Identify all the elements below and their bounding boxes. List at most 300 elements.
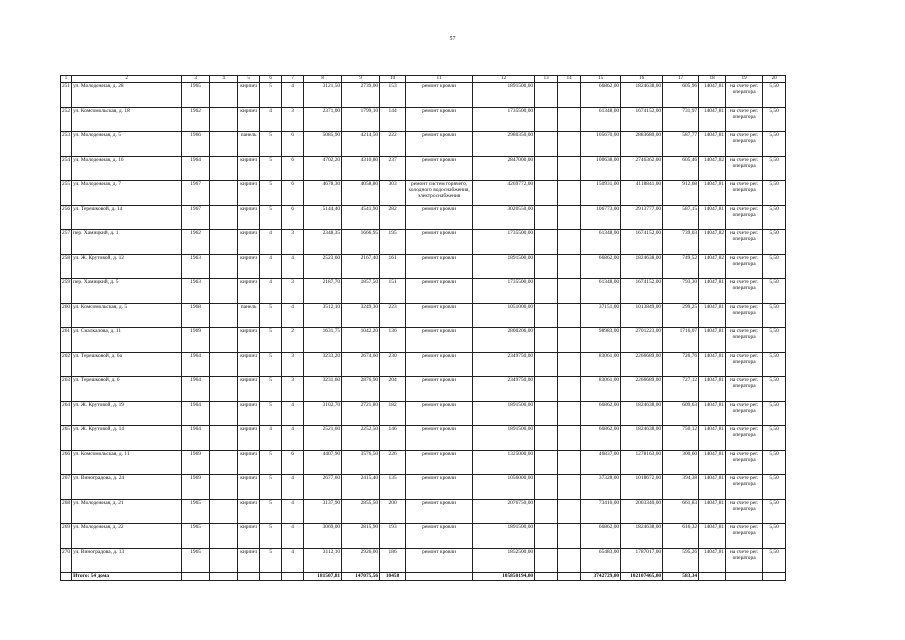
build-year: 1967 [182,181,210,206]
max-unit-cost: 14047,81 [699,548,726,573]
living-area: 2167,40 [342,254,380,279]
wall-material: кирпич [238,401,260,426]
work-type: ремонт кровли [406,352,473,377]
unit-cost: 609,63 [663,401,699,426]
max-unit-cost: 14047,81 [699,303,726,328]
table-row [61,205,786,230]
address: ул. Ж. Крутовой, д. 12 [72,254,182,279]
empty-cell [535,181,558,206]
work-type: ремонт кровли [406,254,473,279]
work-type: ремонт кровли [406,475,473,500]
living-area: 1666,95 [342,230,380,255]
cost-owners: 105670,00 [581,132,621,157]
unit-cost: 605,96 [663,83,699,108]
residents: 237 [380,156,406,181]
total-pop: 10458 [380,573,406,581]
total-area: 2348,35 [304,230,342,255]
wall-material: кирпич [238,475,260,500]
empty-cell [210,279,238,304]
empty-cell [406,573,473,581]
build-year: 1965 [182,499,210,524]
cost-fund: 1824638,00 [621,254,663,279]
work-type: ремонт кровли [406,426,473,451]
total-area: 2187,70 [304,279,342,304]
work-type: ремонт кровли [406,450,473,475]
total-row [61,573,786,581]
cost-fund: 1824638,00 [621,401,663,426]
max-unit-cost: 14047,81 [699,524,726,549]
cost-owners: 66862,00 [581,401,621,426]
build-year: 1969 [182,475,210,500]
build-year: 1963 [182,279,210,304]
cost-owners: 106773,00 [581,205,621,230]
total-area: 3069,00 [304,524,342,549]
planned-year: 5,50 [763,499,786,524]
empty-cell [558,524,581,549]
max-unit-cost: 14047,81 [699,426,726,451]
fund-method: на счете рег. оператора [726,230,763,255]
residents: 204 [380,377,406,402]
empty-cell [558,132,581,157]
planned-year: 5,50 [763,401,786,426]
wall-material: кирпич [238,426,260,451]
column-number: 11 [406,76,473,83]
planned-year: 5,50 [763,107,786,132]
residents: 200 [380,499,406,524]
build-year: 1969 [182,328,210,353]
fund-method: на счете рег. оператора [726,303,763,328]
cost-owners: 83061,00 [581,352,621,377]
empty-cell [558,401,581,426]
address: ул. Виноградова, д. 13 [72,548,182,573]
total-cost: 1852500,00 [473,548,535,573]
planned-year: 5,50 [763,303,786,328]
fund-method: на счете рег. оператора [726,254,763,279]
cost-fund: 1674152,00 [621,107,663,132]
empty-cell [182,573,210,581]
work-type: ремонт кровли [406,156,473,181]
fund-method: на счете рег. оператора [726,450,763,475]
row-number: 265 [61,426,72,451]
total-cost: 2980350,00 [473,132,535,157]
empty-cell [535,450,558,475]
residents: 226 [380,450,406,475]
empty-cell [558,205,581,230]
address: ул. Молодежная, д. 16 [72,156,182,181]
empty-cell [535,573,558,581]
planned-year: 5,50 [763,279,786,304]
living-area: 2721,80 [342,401,380,426]
work-type: ремонт систем горячего, холодного водоснабжения, электроснабжения [406,181,473,206]
entrances: 3 [282,377,304,402]
cost-fund: 1824638,00 [621,83,663,108]
cost-fund: 2913777,00 [621,205,663,230]
table-row [61,548,786,573]
row-number: 252 [61,107,72,132]
total-area: 3137,90 [304,499,342,524]
planned-year: 5,50 [763,254,786,279]
fund-method: на счете рег. оператора [726,107,763,132]
empty-cell [535,524,558,549]
floors: 4 [260,279,282,304]
empty-cell [535,254,558,279]
work-type: ремонт кровли [406,377,473,402]
entrances: 6 [282,132,304,157]
entrances: 6 [282,156,304,181]
column-number: 14 [558,76,581,83]
total-cost: 2800206,00 [473,328,535,353]
fund-method: на счете рег. оператора [726,401,763,426]
build-year: 1964 [182,377,210,402]
total-cost: 3020550,00 [473,205,535,230]
entrances: 4 [282,524,304,549]
max-unit-cost: 14047,81 [699,107,726,132]
empty-cell [210,303,238,328]
column-number: 10 [380,76,406,83]
fund-method: на счете рег. оператора [726,132,763,157]
column-number: 4 [210,76,238,83]
build-year: 1964 [182,352,210,377]
table-row [61,156,786,181]
total-area: 3121,50 [304,83,342,108]
max-unit-cost: 14047,81 [699,181,726,206]
planned-year: 5,50 [763,205,786,230]
empty-cell [260,573,282,581]
build-year: 1964 [182,401,210,426]
fund-method: на счете рег. оператора [726,83,763,108]
empty-cell [210,426,238,451]
empty-cell [210,352,238,377]
address: ул. Молодежная, д. 5 [72,132,182,157]
living-area: 2855,50 [342,499,380,524]
unit-cost: 793,30 [663,279,699,304]
empty-cell [558,352,581,377]
table-row [61,499,786,524]
empty-cell [210,83,238,108]
build-year: 1965 [182,548,210,573]
empty-cell [61,573,72,581]
row-number: 269 [61,524,72,549]
total-area: 2523,60 [304,254,342,279]
living-area: 3249,30 [342,303,380,328]
max-unit-cost: 14047,81 [699,83,726,108]
entrances: 4 [282,401,304,426]
empty-cell [210,156,238,181]
empty-cell [535,499,558,524]
empty-cell [210,401,238,426]
row-number: 255 [61,181,72,206]
table-row [61,83,786,108]
column-number: 18 [699,76,726,83]
empty-cell [763,573,786,581]
total-cost: 1051000,00 [473,303,535,328]
total-cost: 1891500,00 [473,426,535,451]
unit-cost: 587,15 [663,205,699,230]
total-area: 5144,40 [304,205,342,230]
max-unit-cost: 14047,81 [699,450,726,475]
entrances: 3 [282,230,304,255]
build-year: 1962 [182,107,210,132]
living-area: 3576,50 [342,450,380,475]
empty-cell [535,548,558,573]
address: ул. Комсомольская, д. 5 [72,303,182,328]
empty-cell [558,156,581,181]
max-unit-cost: 14047,81 [699,475,726,500]
empty-cell [210,107,238,132]
residents: 222 [380,132,406,157]
empty-cell [535,303,558,328]
planned-year: 5,50 [763,156,786,181]
cost-fund: 2266689,00 [621,352,663,377]
address: пер. Хамицкий, д. 5 [72,279,182,304]
column-number: 17 [663,76,699,83]
residents: 195 [380,230,406,255]
planned-year: 5,50 [763,132,786,157]
wall-material: кирпич [238,181,260,206]
cost-owners: 61348,00 [581,279,621,304]
empty-cell [210,475,238,500]
cost-fund: 2266689,00 [621,377,663,402]
wall-material: кирпич [238,230,260,255]
work-type: ремонт кровли [406,83,473,108]
max-unit-cost: 14047,81 [699,279,726,304]
cost-fund: 2746362,00 [621,156,663,181]
empty-cell [535,475,558,500]
cost-owners: 61348,00 [581,230,621,255]
residents: 135 [380,475,406,500]
address: ул. Ж. Крутовой, д. 14 [72,426,182,451]
address: ул. Терешковой, д. 14 [72,205,182,230]
wall-material: кирпич [238,205,260,230]
planned-year: 5,50 [763,352,786,377]
row-number: 266 [61,450,72,475]
max-unit-cost: 14047,81 [699,132,726,157]
entrances: 3 [282,279,304,304]
floors: 5 [260,524,282,549]
empty-cell [558,573,581,581]
living-area: 1799,10 [342,107,380,132]
column-number: 6 [260,76,282,83]
cost-owners: 66862,00 [581,254,621,279]
wall-material: кирпич [238,279,260,304]
empty-cell [558,499,581,524]
column-number: 1 [61,76,72,83]
max-unit-cost: 14047,82 [699,254,726,279]
table-row [61,303,786,328]
table-row [61,401,786,426]
total-area: 2677,60 [304,475,342,500]
cost-fund: 2701223,00 [621,328,663,353]
living-area: 2815,90 [342,524,380,549]
residents: 144 [380,107,406,132]
unit-cost: 595,26 [663,548,699,573]
total-cost: 1735500,00 [473,230,535,255]
floors: 5 [260,352,282,377]
total-area: 3231,60 [304,377,342,402]
residents: 151 [380,279,406,304]
wall-material: панель [238,132,260,157]
table-row [61,230,786,255]
column-number: 15 [581,76,621,83]
cost-owners: 83061,00 [581,377,621,402]
entrances: 4 [282,426,304,451]
unit-cost: 616,32 [663,524,699,549]
register-table [60,75,786,581]
living-area: 2252,50 [342,426,380,451]
cost-fund: 4118841,00 [621,181,663,206]
empty-cell [535,132,558,157]
column-number: 2 [72,76,182,83]
empty-cell [535,401,558,426]
wall-material: кирпич [238,499,260,524]
planned-year: 5,50 [763,426,786,451]
residents: 161 [380,254,406,279]
work-type: ремонт кровли [406,303,473,328]
column-number: 20 [763,76,786,83]
residents: 186 [380,548,406,573]
living-area: 2739,00 [342,83,380,108]
floors: 5 [260,475,282,500]
build-year: 1965 [182,524,210,549]
row-number: 256 [61,205,72,230]
entrances: 3 [282,107,304,132]
table-row [61,475,786,500]
wall-material: кирпич [238,352,260,377]
entrances: 4 [282,83,304,108]
empty-cell [210,573,238,581]
work-type: ремонт кровли [406,230,473,255]
cost-owners: 100638,00 [581,156,621,181]
living-area: 4541,90 [342,205,380,230]
column-number: 7 [282,76,304,83]
table-row [61,181,786,206]
planned-year: 5,50 [763,83,786,108]
unit-cost: 739,03 [663,230,699,255]
fund-method: на счете рег. оператора [726,205,763,230]
floors: 5 [260,156,282,181]
unit-cost: 605,46 [663,156,699,181]
table-row [61,107,786,132]
entrances: 4 [282,499,304,524]
total-area: 4678,30 [304,181,342,206]
max-unit-cost: 14047,82 [699,156,726,181]
fund-method: на счете рег. оператора [726,181,763,206]
total-area: 3112,10 [304,548,342,573]
max-unit-cost: 14047,81 [699,328,726,353]
total-area: 1631,75 [304,328,342,353]
column-number: 3 [182,76,210,83]
empty-cell [535,377,558,402]
max-unit-cost: 14047,81 [699,352,726,377]
total-area: 3512,10 [304,303,342,328]
unit-cost: 749,52 [663,254,699,279]
entrances: 4 [282,475,304,500]
row-number: 270 [61,548,72,573]
fund-method: на счете рег. оператора [726,328,763,353]
empty-cell [558,254,581,279]
unit-cost: 726,76 [663,352,699,377]
planned-year: 5,50 [763,524,786,549]
build-year: 1966 [182,132,210,157]
residents: 136 [380,328,406,353]
cost-fund: 1278163,00 [621,450,663,475]
floors: 4 [260,107,282,132]
work-type: ремонт кровли [406,499,473,524]
empty-cell [558,83,581,108]
row-number: 263 [61,377,72,402]
empty-cell [282,573,304,581]
total-area: 2371,00 [304,107,342,132]
empty-cell [210,230,238,255]
cost-owners: 66862,00 [581,524,621,549]
fund-method: на счете рег. оператора [726,156,763,181]
cost-fund: 1674152,00 [621,279,663,304]
cost-owners: 66862,00 [581,426,621,451]
entrances: 4 [282,548,304,573]
empty-cell [210,181,238,206]
row-number: 262 [61,352,72,377]
empty-cell [558,107,581,132]
empty-cell [558,328,581,353]
floors: 5 [260,83,282,108]
empty-cell [210,254,238,279]
total-cost: 2076750,00 [473,499,535,524]
total-liv: 147075,56 [342,573,380,581]
residents: 303 [380,181,406,206]
row-number: 257 [61,230,72,255]
living-area: 1857,50 [342,279,380,304]
empty-cell [535,230,558,255]
planned-year: 5,50 [763,475,786,500]
empty-cell [558,303,581,328]
cost-owners: 46837,00 [581,450,621,475]
total-area: 5085,90 [304,132,342,157]
floors: 5 [260,303,282,328]
total-cost: 2349750,00 [473,352,535,377]
cost-fund: 1824638,00 [621,524,663,549]
build-year: 1962 [182,230,210,255]
row-number: 268 [61,499,72,524]
row-number: 251 [61,83,72,108]
build-year: 1964 [182,426,210,451]
empty-cell [558,450,581,475]
cost-owners: 37151,00 [581,303,621,328]
unit-cost: 587,77 [663,132,699,157]
total-label: Итого: 54 дома [72,573,182,581]
build-year: 1967 [182,205,210,230]
column-number: 19 [726,76,763,83]
planned-year: 5,50 [763,377,786,402]
entrances: 6 [282,450,304,475]
empty-cell [210,450,238,475]
table-row [61,352,786,377]
page-number: 57 [449,36,456,42]
cost-owners: 73410,00 [581,499,621,524]
empty-cell [558,279,581,304]
address: ул. Виноградова, д. 24 [72,475,182,500]
column-number: 16 [621,76,663,83]
wall-material: кирпич [238,83,260,108]
total-cost: 1891500,00 [473,254,535,279]
wall-material: кирпич [238,450,260,475]
build-year: 1964 [182,156,210,181]
floors: 5 [260,499,282,524]
living-area: 2674,60 [342,352,380,377]
total-area: 4407,90 [304,450,342,475]
total-cost: 1056000,00 [473,475,535,500]
work-type: ремонт кровли [406,107,473,132]
table-row [61,450,786,475]
